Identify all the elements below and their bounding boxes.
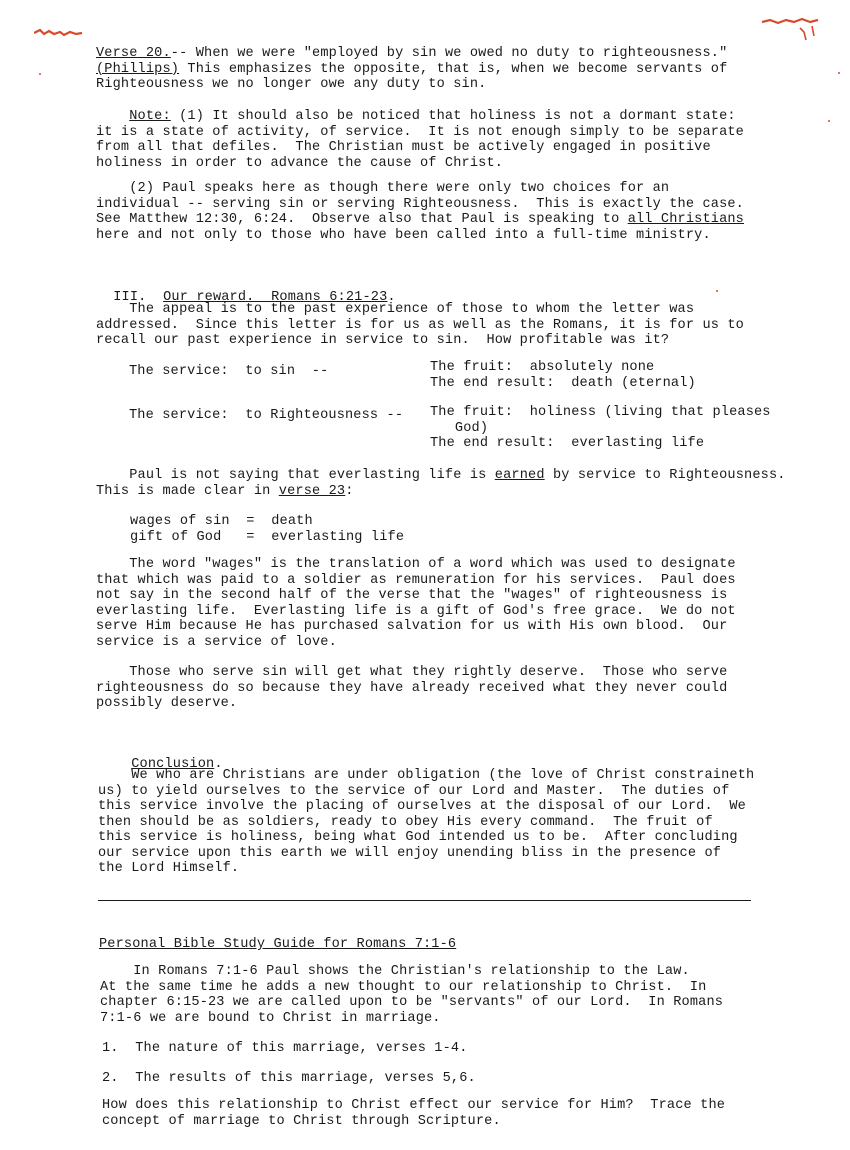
intro-line: The appeal is to the past experience of those to whom the letter was: [129, 302, 695, 317]
wages-line: not say in the second half of the verse that the "wages" of righteousness is: [96, 588, 728, 603]
point-2-emphasis: all Christians: [627, 212, 744, 227]
note-label: Note:: [129, 109, 171, 124]
earned-text: Paul is not saying that everlasting life is: [129, 468, 495, 483]
intro-line: addressed. Since this letter is for us as well as the Romans, it is for us to: [96, 317, 744, 333]
serve-line: Those who serve sin will get what they rightly deserve. Those who serve: [129, 665, 728, 680]
wages-gift-equations: [130, 514, 404, 545]
point-2-line: (2) Paul speaks here as though there were only two choices for an: [129, 181, 670, 196]
conclusion-line: this service involve the placing of ourselves at the disposal of our Lord. We: [98, 799, 746, 814]
verse-20-dash: --: [170, 46, 188, 61]
result-line: The fruit: absolutely none: [430, 360, 655, 375]
closing-line: concept of marriage to Christ through Scripture.: [102, 1113, 501, 1129]
study-guide-line: 7:1-6 we are bound to Christ in marriage.: [100, 1010, 441, 1026]
verse-23-ref: verse 23: [278, 483, 346, 499]
ink-stain-top-right: [760, 16, 820, 46]
intro-line: recall our past experience in service to sin. How profitable was it?: [96, 333, 670, 348]
clear-text: This is made clear in: [96, 483, 279, 499]
point-2-line: See Matthew 12:30, 6:24. Observe also that Paul is speaking to: [96, 212, 628, 227]
ink-speck: [39, 73, 41, 75]
point-2-line: here and not only to those who have been called into a full-time ministry.: [96, 227, 711, 243]
ink-speck: [838, 72, 840, 74]
result-line: God): [430, 420, 489, 436]
ink-stain-top-left: [34, 28, 86, 38]
closing-line: How does this relationship to Christ effect our service for Him? Trace the: [102, 1098, 726, 1113]
note-line: it is a state of activity, of service. It is not enough simply to be separate: [96, 124, 744, 140]
result-line: The end result: death (eternal): [430, 375, 696, 391]
note-line: holiness in order to advance the cause of Christ.: [96, 155, 504, 171]
note-paragraph: [96, 109, 744, 171]
serve-line: righteousness do so because they have already received what they never could: [96, 680, 728, 696]
conclusion-line: then should be as soldiers, ready to obey His every command. The fruit of: [98, 814, 713, 830]
verse-20-source: (Phillips): [96, 61, 180, 77]
section-3-title: Our reward. Romans 6:21-23: [163, 289, 388, 305]
earned-text: by service to Righteousness.: [544, 468, 786, 483]
study-guide-closing: [102, 1098, 725, 1129]
wages-line: serve Him because He has purchased salvation for us with His own blood. Our: [96, 619, 728, 634]
study-guide-line: At the same time he adds a new thought to our relationship to Christ. In: [100, 979, 707, 995]
study-guide-heading: Personal Bible Study Guide for Romans 7:1-6: [99, 937, 457, 952]
conclusion-line: this service is holiness, being what God intended us to be. After concluding: [98, 830, 738, 845]
conclusion-line: We who are Christians are under obligation (the love of Christ constraineth: [131, 768, 755, 783]
earned-word: earned: [494, 468, 545, 483]
point-2-line: individual -- serving sin or serving Righteousness. This is exactly the case.: [96, 196, 744, 212]
conclusion-title: Conclusion: [131, 756, 215, 772]
study-guide-item-1: 1. The nature of this marriage, verses 1-4.: [102, 1041, 468, 1056]
ink-speck: [828, 120, 830, 122]
study-guide-intro: [100, 964, 723, 1026]
note-line: from all that defiles. The Christian must be actively engaged in positive: [96, 140, 711, 155]
wages-line: service is a service of love.: [96, 634, 337, 650]
earned-paragraph: [96, 468, 786, 499]
equation-line: gift of God = everlasting life: [130, 529, 405, 545]
ink-speck: [716, 290, 718, 292]
section-divider: [98, 900, 751, 901]
clear-colon: :: [345, 483, 354, 499]
service-righteousness-label: The service: to Righteousness --: [129, 408, 404, 423]
result-line: The fruit: holiness (living that pleases: [430, 405, 771, 420]
conclusion-paragraph: [98, 768, 754, 877]
section-3-intro: [96, 302, 744, 349]
study-guide-item-2: 2. The results of this marriage, verses 5,6.: [102, 1071, 476, 1086]
serve-line: possibly deserve.: [96, 696, 238, 711]
verse-20-line: Righteousness we no longer owe any duty to sin.: [96, 77, 487, 92]
conclusion-line: us) to yield ourselves to the service of our Lord and Master. The duties of: [98, 783, 730, 799]
verse-20-line: When we were "employed by sin we owed no duty to righteousness.": [187, 46, 728, 61]
conclusion-line: the Lord Himself.: [98, 861, 240, 876]
verse-20-paragraph: [96, 46, 727, 93]
conclusion-period: .: [214, 756, 223, 772]
section-3-period: .: [387, 289, 396, 305]
verse-20-line: This emphasizes the opposite, that is, when we become servants of: [187, 61, 728, 77]
section-3-numeral: III.: [113, 289, 147, 305]
study-guide-line: chapter 6:15-23 we are called upon to be "servants" of our Lord. In Romans: [100, 995, 724, 1010]
verse-20-label: Verse 20.: [96, 46, 171, 61]
wages-paragraph: [96, 557, 736, 650]
service-sin-results: [430, 360, 696, 391]
wages-line: The word "wages" is the translation of a word which was used to designate: [129, 557, 736, 572]
point-2-paragraph: [96, 181, 744, 243]
service-righteousness-results: [430, 405, 771, 452]
result-line: The end result: everlasting life: [430, 436, 705, 451]
conclusion-line: our service upon this earth we will enjoy unending bliss in the presence of: [98, 845, 722, 861]
equation-line: wages of sin = death: [130, 514, 313, 529]
study-guide-line: In Romans 7:1-6 Paul shows the Christian's relationship to the Law.: [133, 964, 690, 979]
serve-paragraph: [96, 665, 727, 712]
service-sin-label: The service: to sin --: [129, 364, 329, 379]
wages-line: everlasting life. Everlasting life is a gift of God's free grace. We do not: [96, 603, 736, 619]
note-line: (1) It should also be noticed that holiness is not a dormant state:: [170, 109, 736, 124]
wages-line: that which was paid to a soldier as remuneration for his services. Paul does: [96, 572, 736, 588]
